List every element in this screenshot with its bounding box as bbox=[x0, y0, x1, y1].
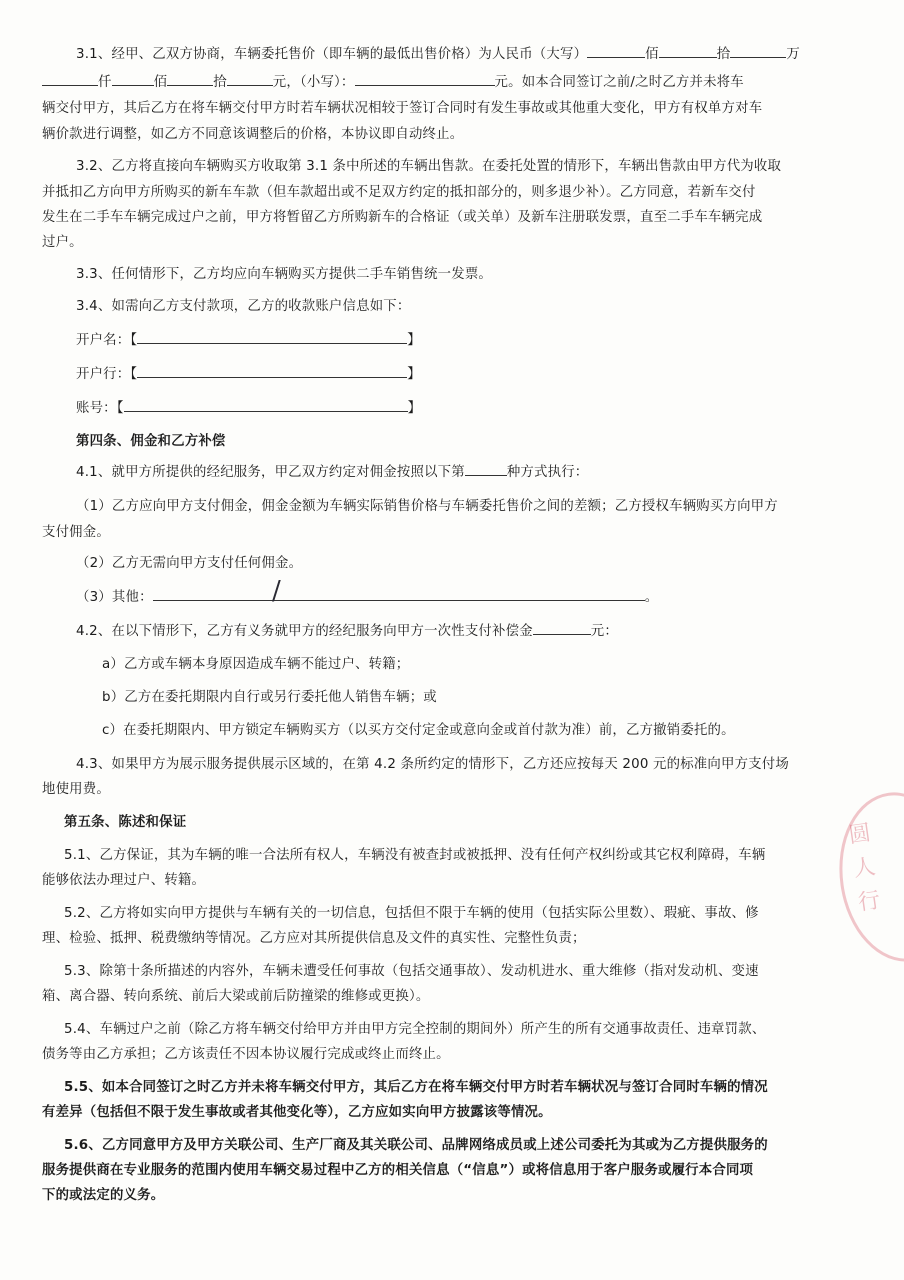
clause-5-4-line-2: 债务等由乙方承担；乙方该责任不因本协议履行完成或终止而终止。 bbox=[42, 1047, 450, 1062]
unit-yuan: 元，（小写）： bbox=[272, 75, 355, 90]
clause-3-3: 3.3、任何情形下，乙方均应向车辆购买方提供二手车销售统一发票。 bbox=[76, 267, 493, 282]
clause-4-2-a: a）乙方或车辆本身原因造成车辆不能过户、转籍； bbox=[102, 657, 410, 672]
clause-3-1-text: 3.1、经甲、乙双方协商，车辆委托售价（即车辆的最低出售价格）为人民币（大写） bbox=[76, 47, 588, 62]
clause-4-1-text: 4.1、就甲方所提供的经纪服务，甲乙双方约定对佣金按照以下第 bbox=[76, 465, 465, 480]
clause-4-3-line-1: 4.3、如果甲方为展示服务提供展示区域的，在第 4.2 条所约定的情形下，乙方还应按每天 200 元的标准向甲方支付场 bbox=[76, 757, 789, 772]
clause-5-6-line-2: 服务提供商在专业服务的范围内使用车辆交易过程中乙方的相关信息（“信息”）或将信息用于客户服务或履行本合同项 bbox=[42, 1163, 754, 1178]
handwritten-other-slash: / bbox=[272, 576, 281, 606]
unit-bai: 佰 bbox=[645, 47, 659, 62]
article-5-heading: 第五条、陈述和保证 bbox=[64, 815, 187, 830]
article-4-heading: 第四条、佣金和乙方补偿 bbox=[76, 434, 226, 449]
clause-3-2-line-4: 过户。 bbox=[42, 235, 83, 250]
bracket-open: 【 bbox=[130, 367, 138, 382]
account-bank-label: 开户行： bbox=[76, 367, 131, 382]
unit-qian: 仟 bbox=[98, 75, 112, 90]
unit-bai-2: 佰 bbox=[153, 75, 168, 90]
clause-4-2-b: b）乙方在委托期限内自行或另行委托他人销售车辆；或 bbox=[102, 690, 437, 705]
bracket-close: 】 bbox=[407, 401, 422, 416]
option-1-line-1: （1）乙方应向甲方支付佣金，佣金金额为车辆实际销售价格与车辆委托售价之间的差额；乙方授权车辆购买方向甲方 bbox=[76, 499, 778, 514]
clause-4-1-tail: 种方式执行： bbox=[506, 465, 589, 480]
clause-3-1-line-4: 辆价款进行调整，如乙方不同意该调整后的价格，本协议即自动终止。 bbox=[42, 127, 464, 142]
clause-4-1 bbox=[76, 462, 588, 484]
clause-5-3-line-2: 箱、离合器、转向系统、前后大梁或前后防撞梁的维修或更换）。 bbox=[42, 989, 430, 1004]
option-3-end: 。 bbox=[644, 590, 659, 605]
account-number-label: 账号： bbox=[76, 401, 117, 416]
clause-5-6-line-3: 下的或法定的义务。 bbox=[42, 1188, 165, 1203]
clause-3-1-line-1 bbox=[76, 44, 800, 66]
clause-4-2-c: c）在委托期限内、甲方锁定车辆购买方（以买方交付定金或意向金或首付款为准）前，乙方撤销委托的。 bbox=[102, 723, 735, 738]
clause-4-2 bbox=[76, 621, 618, 643]
unit-wan: 万 bbox=[786, 47, 800, 62]
clause-5-3-line-1: 5.3、除第十条所描述的内容外，车辆未遭受任何事故（包括交通事故）、发动机进水、重大维修（指对发动机、变速 bbox=[64, 964, 759, 979]
clause-3-1-line-2 bbox=[42, 72, 744, 94]
account-number-row bbox=[76, 398, 421, 420]
option-1-line-2: 支付佣金。 bbox=[42, 525, 110, 540]
clause-5-5-line-1: 5.5、如本合同签订之时乙方并未将车辆交付甲方，其后乙方在将车辆交付甲方时若车辆状况与签订合同时车辆的情况 bbox=[64, 1080, 768, 1095]
clause-5-2-line-1: 5.2、乙方将如实向甲方提供与车辆有关的一切信息，包括但不限于车辆的使用（包括实际公里数）、瑕疵、事故、修 bbox=[64, 906, 759, 921]
option-3-label: （3）其他： bbox=[76, 590, 153, 605]
clause-4-2-tail: 元： bbox=[590, 624, 618, 639]
clause-3-1-line-3: 辆交付甲方，其后乙方在将车辆交付甲方时若车辆状况相较于签订合同时有发生事故或其他重大变化，甲方有权单方对车 bbox=[42, 101, 763, 116]
bracket-open: 【 bbox=[116, 401, 124, 416]
red-seal-stamp: 圆 人 行 bbox=[829, 784, 904, 969]
clause-5-2-line-2: 理、检验、抵押、税费缴纳等情况。乙方应对其所提供信息及文件的真实性、完整性负责； bbox=[42, 931, 586, 946]
clause-5-4-line-1: 5.4、车辆过户之前（除乙方将车辆交付给甲方并由甲方完全控制的期间外）所产生的所有交通事故责任、违章罚款、 bbox=[64, 1022, 766, 1037]
account-bank-row bbox=[76, 364, 421, 386]
option-3 bbox=[76, 587, 658, 609]
option-2: （2）乙方无需向甲方支付任何佣金。 bbox=[76, 556, 303, 571]
clause-5-5-line-2: 有差异（包括但不限于发生事故或者其他变化等），乙方应如实向甲方披露该等情况。 bbox=[42, 1105, 552, 1120]
clause-4-3-line-2: 地使用费。 bbox=[42, 782, 110, 797]
clause-3-1-line-2-tail: 元。如本合同签订之前/之时乙方并未将车 bbox=[494, 75, 744, 90]
unit-shi-2: 拾 bbox=[213, 75, 227, 90]
clause-3-2-line-2: 并抵扣乙方向甲方所购买的新车车款（但车款超出或不足双方约定的抵扣部分的，则多退少补）。乙方同意，若新车交付 bbox=[42, 185, 756, 200]
unit-shi: 拾 bbox=[716, 47, 731, 62]
clause-5-1-line-2: 能够依法办理过户、转籍。 bbox=[42, 873, 206, 888]
bracket-open: 【 bbox=[130, 333, 138, 348]
clause-5-6-line-1: 5.6、乙方同意甲方及甲方关联公司、生产厂商及其关联公司、品牌网络成员或上述公司委托为其或为乙方提供服务的 bbox=[64, 1138, 768, 1153]
bracket-close: 】 bbox=[407, 333, 421, 348]
clause-4-2-text: 4.2、在以下情形下，乙方有义务就甲方的经纪服务向甲方一次性支付补偿金 bbox=[76, 624, 533, 639]
bracket-close: 】 bbox=[407, 367, 421, 382]
clause-3-2-line-1: 3.2、乙方将直接向车辆购买方收取第 3.1 条中所述的车辆出售款。在委托处置的情形下，车辆出售款由甲方代为收取 bbox=[76, 159, 782, 174]
clause-5-1-line-1: 5.1、乙方保证，其为车辆的唯一合法所有权人，车辆没有被查封或被抵押、没有任何产权纠纷或其它权利障碍，车辆 bbox=[64, 848, 766, 863]
account-name-label: 开户名： bbox=[76, 333, 131, 348]
clause-3-4: 3.4、如需向乙方支付款项，乙方的收款账户信息如下： bbox=[76, 299, 411, 314]
clause-3-2-line-3: 发生在二手车车辆完成过户之前，甲方将暂留乙方所购新车的合格证（或关单）及新车注册联发票，直至二手车车辆完成 bbox=[42, 210, 763, 225]
account-name-row bbox=[76, 330, 421, 352]
